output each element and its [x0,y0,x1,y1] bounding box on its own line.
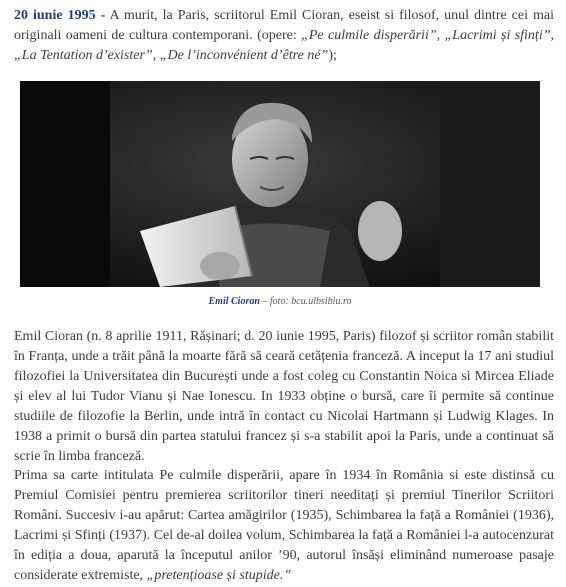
photo-caption [20,296,540,307]
caption-name: Emil Cioran [208,296,260,307]
biography-paragraph: Emil Cioran (n. 8 aprilie 1911, Rășinari; d. 20 iunie 1995, Paris) filozof și scriitor român stabilit în Franța, unde a trăit până la moarte fără să ceară cetățenia franceză. A inceput la 17 ani studiul filozofiei la Universitatea din București unde a fost coleg cu Constantin Noica si Mircea Eliade și elev al lui Tudor Vianu și Nae Ionescu. In 1933 obține o bursă, care îi permite să continue studiile de filozofie la Berlin, unde intră în contact cu Nicolai Hartmann și Ludwig Klages. In 1938 a primit o bursă din partea statului francez și s-a stabilit apoi la Paris, unde a continuat să scrie în limba franceză. [14,329,554,464]
works-paragraph-text: Prima sa carte intitulata Pe culmile disperării, apare în 1934 în România si este distinsă cu Premiul Comisiei pentru premierea scriitorilor tineri needitați și premiul Tinerilor Scriitori Români. Succesiv i-au apărut: Cartea amăgirilor (1935), Schimbarea la față a României (1936), Lacrimi și Sfinți (1937). Cel de-al doilea volum, Schimbarea la față a României l-a autocenzurat în ediția a doua, aparută la începutul anilor ’90, autorul însăși eliminând numeroase pasaje considerate extremiste, [14,468,554,583]
works-paragraph [14,466,554,586]
works-list: „Pe culmile disperării”, „Lacrimi și sfinți”, „La Tentation d’exister”, „De l’inconvénient d’être né” [14,28,554,63]
photo-illustration [20,81,540,287]
intro-paragraph [14,6,554,66]
cioran-photo [20,81,540,287]
caption-credit: – foto: bcu.ulbsibiu.ro [259,296,352,307]
date-label: 20 iunie 1995 - [14,8,106,23]
intro-text: A murit, la Paris, scriitorul Emil Cioran, eseist si filosof, unul dintre cei mai originali oameni de cultura contemporani. (opere: [14,8,555,43]
works-quote: „pretențioase și stupide.” [146,568,292,583]
intro-text-end: ); [328,48,337,63]
